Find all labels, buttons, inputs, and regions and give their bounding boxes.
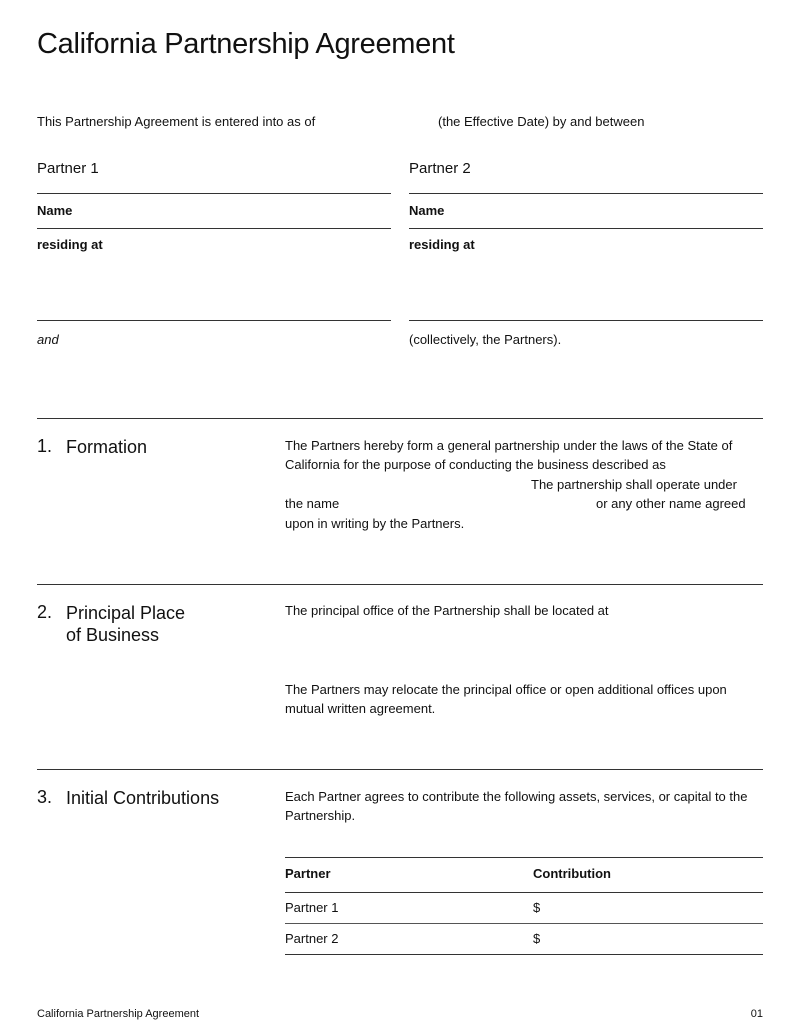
table-bottom-border bbox=[285, 954, 763, 955]
partner2-name-divider bbox=[409, 228, 763, 229]
formation-line-5: upon in writing by the Partners. bbox=[285, 516, 465, 531]
partner2-residing-label: residing at bbox=[409, 237, 475, 252]
formation-line-4b: or any other name agreed bbox=[596, 496, 746, 511]
table-row-1-border bbox=[285, 923, 763, 924]
collectively-text: (collectively, the Partners). bbox=[409, 332, 562, 347]
section-3-divider bbox=[37, 769, 763, 770]
partner1-residing-label: residing at bbox=[37, 237, 103, 252]
table-top-border bbox=[285, 857, 763, 858]
partner1-heading-divider bbox=[37, 193, 391, 194]
contributions-line-2: Partnership. bbox=[285, 808, 356, 823]
formation-line-2: California for the purpose of conducting the business described as bbox=[285, 457, 666, 472]
partner1-name-divider bbox=[37, 228, 391, 229]
partner2-heading-divider bbox=[409, 193, 763, 194]
table-row-2-partner: Partner 2 bbox=[285, 931, 339, 946]
partner2-heading: Partner 2 bbox=[409, 160, 471, 177]
page-title: California Partnership Agreement bbox=[37, 28, 455, 60]
partner1-address-divider bbox=[37, 320, 391, 321]
formation-line-3: The partnership shall operate under bbox=[531, 477, 737, 492]
table-header-border bbox=[285, 892, 763, 893]
footer-page-number: 01 bbox=[750, 1008, 763, 1020]
section-2-title-line-1: Principal Place bbox=[66, 603, 186, 623]
table-row-1-partner: Partner 1 bbox=[285, 900, 339, 915]
formation-line-1: The Partners hereby form a general partnership under the laws of the State of bbox=[285, 438, 733, 453]
section-1-title: Formation bbox=[66, 437, 148, 457]
section-3-number: 3. bbox=[37, 787, 53, 807]
section-2-divider bbox=[37, 584, 763, 585]
footer-document-title: California Partnership Agreement bbox=[37, 1008, 200, 1020]
contributions-line-1: Each Partner agrees to contribute the following assets, services, or capital to the bbox=[285, 789, 748, 804]
principal-office-text: The principal office of the Partnership shall be located at bbox=[285, 603, 609, 618]
table-row-1-contribution: $ bbox=[533, 900, 541, 915]
relocate-line-1: The Partners may relocate the principal office or open additional offices upon bbox=[285, 682, 727, 697]
section-2-title-line-2: of Business bbox=[66, 625, 160, 645]
intro-lead-text: This Partnership Agreement is entered into as of bbox=[37, 114, 316, 129]
section-1-number: 1. bbox=[37, 436, 53, 456]
section-3-title: Initial Contributions bbox=[66, 788, 220, 808]
formation-line-4a: the name bbox=[285, 496, 340, 511]
partner2-name-label: Name bbox=[409, 203, 445, 218]
partner2-address-divider bbox=[409, 320, 763, 321]
section-1-divider bbox=[37, 418, 763, 419]
intro-effective-date-text: (the Effective Date) by and between bbox=[438, 114, 645, 129]
and-text: and bbox=[37, 332, 59, 347]
table-header-contribution: Contribution bbox=[533, 866, 611, 881]
partner1-heading: Partner 1 bbox=[37, 160, 99, 177]
relocate-line-2: mutual written agreement. bbox=[285, 701, 436, 716]
partner1-name-label: Name bbox=[37, 203, 73, 218]
table-header-partner: Partner bbox=[285, 866, 331, 881]
table-row-2-contribution: $ bbox=[533, 931, 541, 946]
section-2-number: 2. bbox=[37, 602, 53, 622]
